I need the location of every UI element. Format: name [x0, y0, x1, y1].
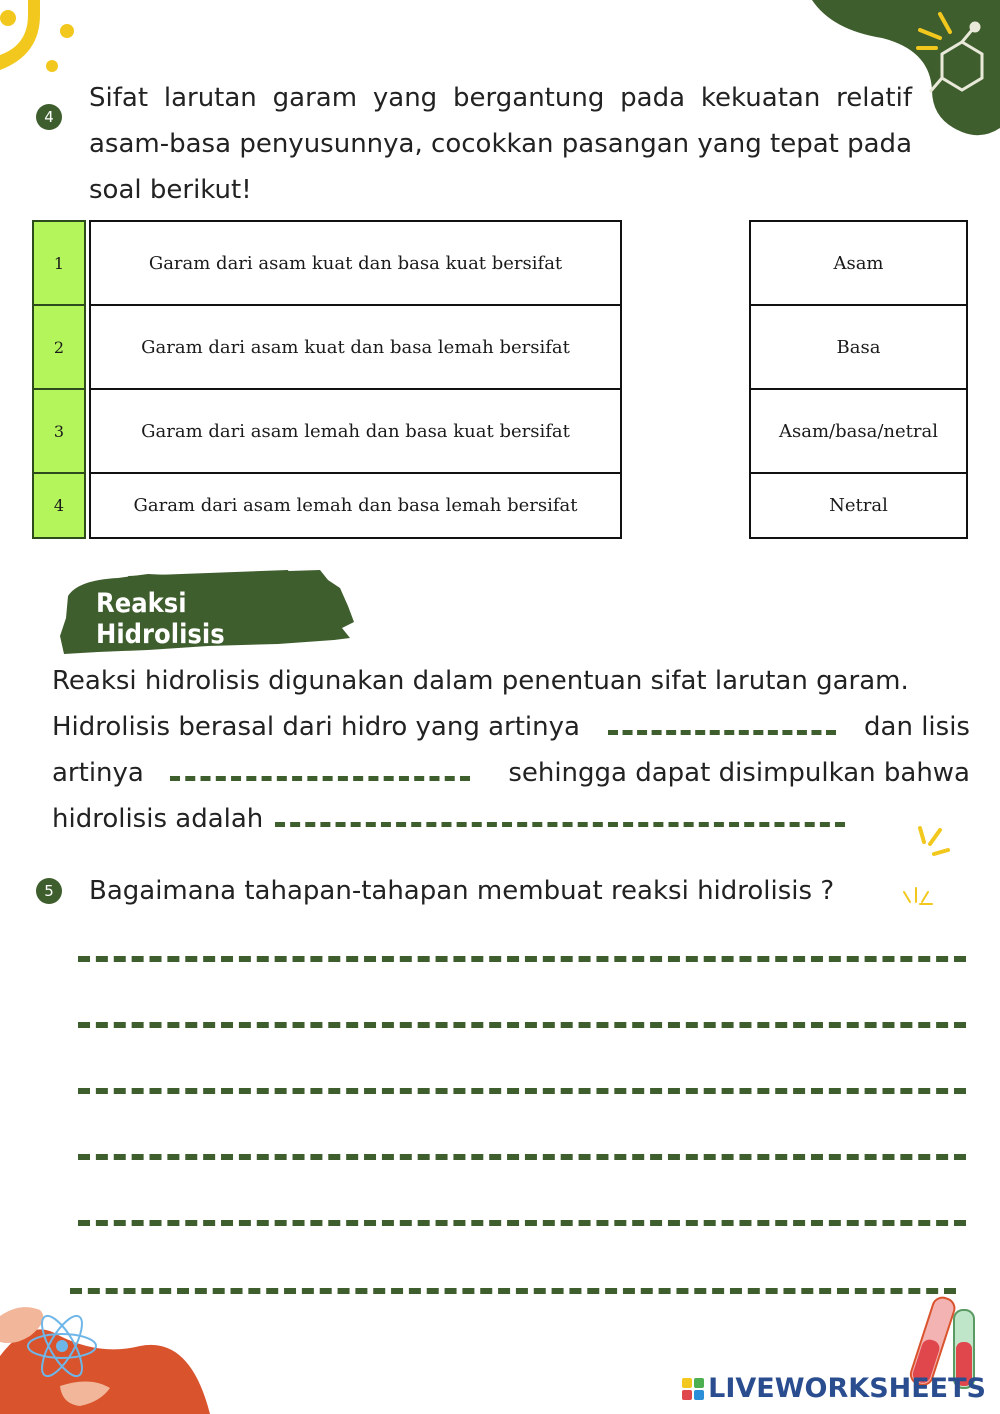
statement-cell-4[interactable]: Garam dari asam lemah dan basa lemah bersifat [89, 472, 622, 539]
atom-hands-decoration-icon [0, 1296, 215, 1414]
question-4-number-badge: 4 [36, 104, 62, 130]
blank-hidrolisis-definition[interactable] [275, 804, 845, 827]
answer-line-5[interactable] [78, 1220, 966, 1226]
blank-lisis-meaning[interactable] [170, 758, 470, 781]
paragraph-line-3-end: sehingga dapat disimpulkan bahwa [508, 758, 970, 788]
row-number-2: 2 [32, 304, 86, 390]
paragraph-line-2-end: dan lisis [864, 712, 970, 742]
blank-hidro-meaning[interactable] [608, 712, 836, 735]
watermark-text: LIVEWORKSHEETS [708, 1373, 986, 1404]
paragraph-line-4-start: hidrolisis adalah [52, 804, 264, 834]
question-5-number-badge: 5 [36, 878, 62, 904]
row-number-1: 1 [32, 220, 86, 306]
section-title: Reaksi Hidrolisis [96, 588, 225, 650]
question-5-text: Bagaimana tahapan-tahapan membuat reaksi hidrolisis ? [89, 876, 835, 906]
option-cell-asam-basa-netral[interactable]: Asam/basa/netral [749, 388, 968, 474]
option-cell-asam[interactable]: Asam [749, 220, 968, 306]
paragraph-line-1: Reaksi hidrolisis digunakan dalam penentuan sifat larutan garam. [52, 666, 909, 696]
liveworksheets-logo-icon [682, 1378, 704, 1400]
option-cell-basa[interactable]: Basa [749, 304, 968, 390]
option-cell-netral[interactable]: Netral [749, 472, 968, 539]
answer-line-3[interactable] [78, 1088, 966, 1094]
statement-cell-3[interactable]: Garam dari asam lemah dan basa kuat bersifat [89, 388, 622, 474]
row-number-4: 4 [32, 472, 86, 539]
liveworksheets-watermark [682, 1373, 986, 1404]
answer-line-4[interactable] [78, 1154, 966, 1160]
answer-line-1[interactable] [78, 956, 966, 962]
question-4-text: Sifat larutan garam yang bergantung pada kekuatan relatif asam-basa penyusunnya, cocokkan pasangan yang tepat pada soal berikut! [89, 83, 912, 205]
answer-line-6[interactable] [70, 1288, 956, 1294]
paragraph-line-3 [52, 750, 970, 796]
answer-line-2[interactable] [78, 1022, 966, 1028]
statement-cell-2[interactable]: Garam dari asam kuat dan basa lemah bersifat [89, 304, 622, 390]
statement-cell-1[interactable]: Garam dari asam kuat dan basa kuat bersifat [89, 220, 622, 306]
paragraph-line-4 [52, 796, 970, 842]
decorative-swirl-icon [0, 0, 90, 90]
paragraph-line-2 [52, 704, 970, 750]
sparkle-icon [910, 824, 954, 864]
paragraph-line-2-start: Hidrolisis berasal dari hidro yang artinya [52, 712, 580, 742]
row-number-3: 3 [32, 388, 86, 474]
paragraph-line-3-start: artinya [52, 758, 144, 788]
